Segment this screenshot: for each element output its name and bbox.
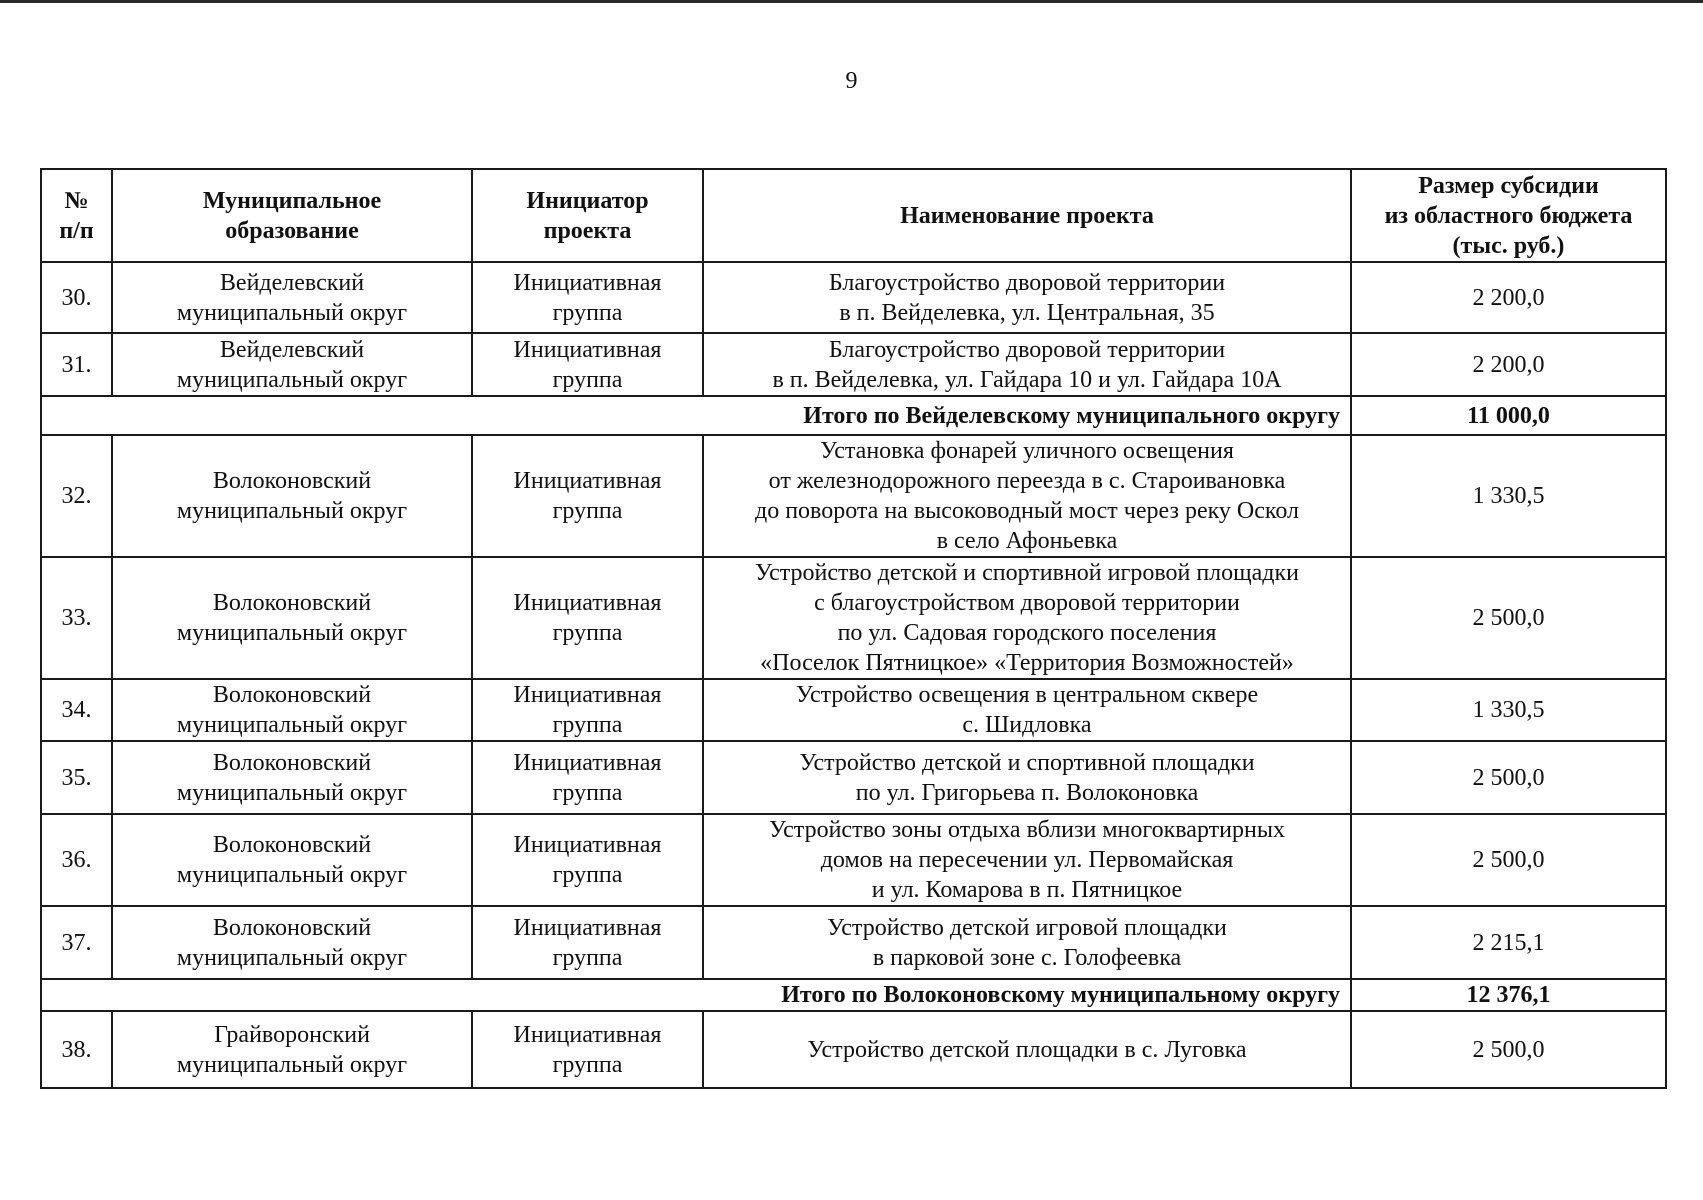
header-project: Наименование проекта [703,169,1351,262]
row-project: Устройство зоны отдыха вблизи многоквартирных домов на пересечении ул. Первомайская и ул. Комарова в п. Пятницкое [703,814,1351,906]
row-initiator: Инициативная группа [472,262,703,333]
row-municipality: Вейделевский муниципальный округ [112,262,472,333]
row-municipality: Волоконовский муниципальный округ [112,679,472,741]
row-municipality: Волоконовский муниципальный округ [112,741,472,814]
row-num: 35. [41,741,112,814]
total-label: Итого по Волоконовскому муниципальному округу [41,979,1351,1011]
row-subsidy: 2 500,0 [1351,814,1666,906]
row-num: 38. [41,1011,112,1088]
row-project: Установка фонарей уличного освещения от железнодорожного переезда в с. Староивановка до поворота на высоководный мост через реку Оскол в село Афоньевка [703,435,1351,557]
row-num: 37. [41,906,112,979]
row-subsidy: 2 500,0 [1351,1011,1666,1088]
row-municipality: Волоконовский муниципальный округ [112,906,472,979]
row-project: Устройство детской и спортивной площадки по ул. Григорьева п. Волоконовка [703,741,1351,814]
row-subsidy: 2 500,0 [1351,741,1666,814]
table-row [41,557,1666,679]
table-row [41,262,1666,333]
header-subsidy: Размер субсидии из областного бюджета (тыс. руб.) [1351,169,1666,262]
row-initiator: Инициативная группа [472,333,703,396]
row-subsidy: 2 215,1 [1351,906,1666,979]
table-row [41,906,1666,979]
row-municipality: Волоконовский муниципальный округ [112,557,472,679]
row-initiator: Инициативная группа [472,679,703,741]
table-row [41,333,1666,396]
row-municipality: Грайворонский муниципальный округ [112,1011,472,1088]
row-num: 30. [41,262,112,333]
row-municipality: Волоконовский муниципальный округ [112,814,472,906]
table-header-row [41,169,1666,262]
row-municipality: Вейделевский муниципальный округ [112,333,472,396]
row-project: Благоустройство дворовой территории в п. Вейделевка, ул. Центральная, 35 [703,262,1351,333]
row-num: 32. [41,435,112,557]
row-initiator: Инициативная группа [472,741,703,814]
row-num: 31. [41,333,112,396]
row-subsidy: 1 330,5 [1351,679,1666,741]
total-value: 11 000,0 [1351,396,1666,435]
total-row [41,396,1666,435]
row-project: Устройство детской площадки в с. Луговка [703,1011,1351,1088]
header-municipality: Муниципальное образование [112,169,472,262]
table-row [41,1011,1666,1088]
row-project: Благоустройство дворовой территории в п. Вейделевка, ул. Гайдара 10 и ул. Гайдара 10А [703,333,1351,396]
subsidy-table [40,168,1667,1089]
row-num: 36. [41,814,112,906]
table-row [41,741,1666,814]
row-project: Устройство детской и спортивной игровой площадки с благоустройством дворовой территории по ул. Садовая городского поселения «Поселок Пятницкое» «Территория Возможностей» [703,557,1351,679]
top-rule [0,0,1703,3]
row-initiator: Инициативная группа [472,435,703,557]
table-row [41,435,1666,557]
row-subsidy: 2 200,0 [1351,333,1666,396]
row-subsidy: 1 330,5 [1351,435,1666,557]
row-project: Устройство детской игровой площадки в парковой зоне с. Голофеевка [703,906,1351,979]
row-subsidy: 2 500,0 [1351,557,1666,679]
row-num: 33. [41,557,112,679]
row-project: Устройство освещения в центральном сквере с. Шидловка [703,679,1351,741]
page-number: 9 [845,68,858,94]
row-initiator: Инициативная группа [472,906,703,979]
total-row [41,979,1666,1011]
header-initiator: Инициатор проекта [472,169,703,262]
row-subsidy: 2 200,0 [1351,262,1666,333]
row-num: 34. [41,679,112,741]
table-row [41,814,1666,906]
row-initiator: Инициативная группа [472,557,703,679]
row-initiator: Инициативная группа [472,1011,703,1088]
total-label: Итого по Вейделевскому муниципального округу [41,396,1351,435]
header-num: № п/п [41,169,112,262]
row-initiator: Инициативная группа [472,814,703,906]
table-row [41,679,1666,741]
row-municipality: Волоконовский муниципальный округ [112,435,472,557]
total-value: 12 376,1 [1351,979,1666,1011]
